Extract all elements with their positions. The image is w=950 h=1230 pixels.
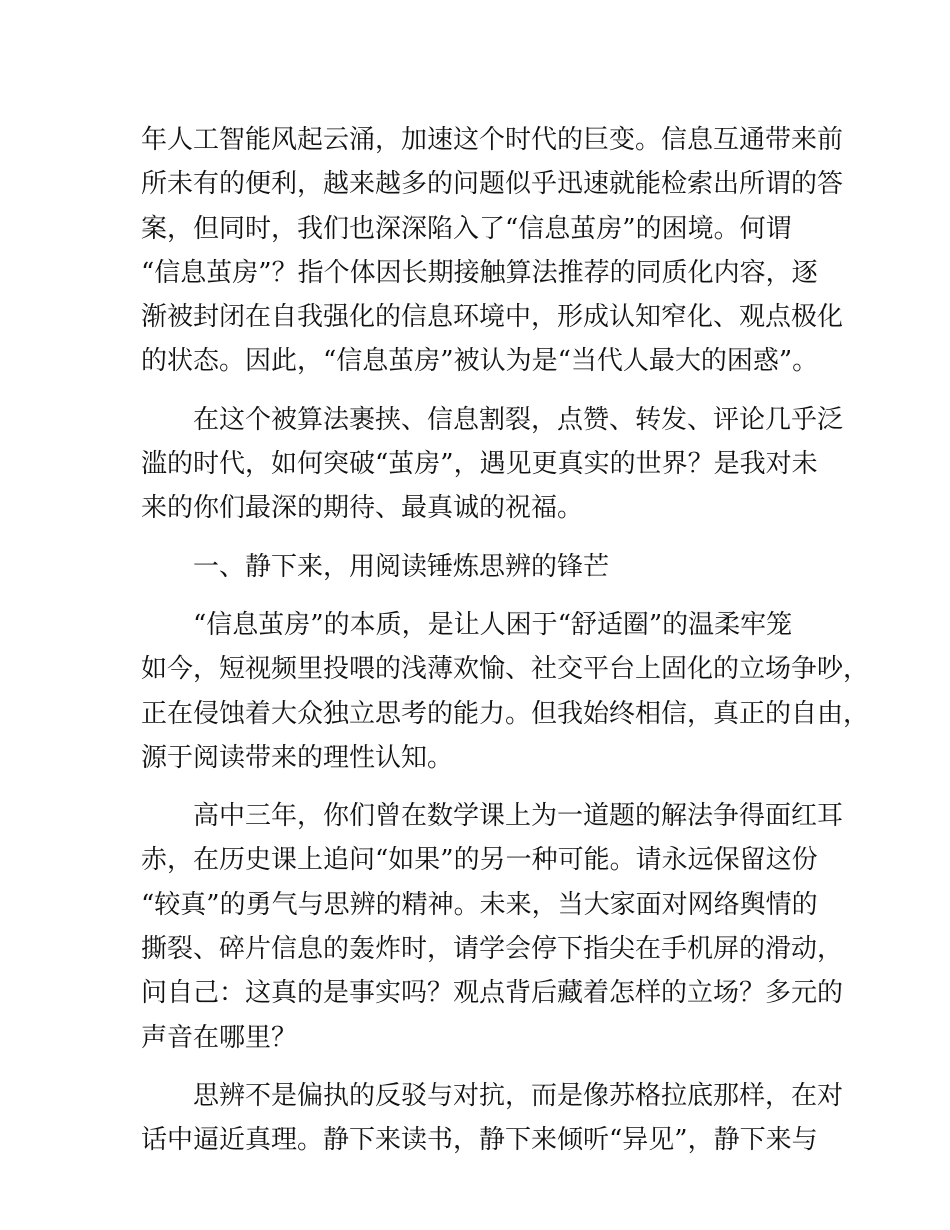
paragraph-gap <box>141 780 841 794</box>
paragraph-1 <box>141 118 844 384</box>
paragraph-3 <box>141 603 870 780</box>
paragraph-gap <box>141 589 841 603</box>
text-line: 高中三年，你们曾在数学课上为一道题的解法争得面红耳 <box>141 801 844 832</box>
text-line: 来的你们最深的期待、最真诚的祝福。 <box>141 493 584 524</box>
text-line: 所未有的便利，越来越多的问题似乎迅速就能检索出所谓的答 <box>141 169 844 200</box>
text-line: 撕裂、碎片信息的轰炸时，请学会停下指尖在手机屏的滑动， <box>141 934 844 965</box>
text-line: 正在侵蚀着大众独立思考的能力。但我始终相信，真正的自由， <box>141 698 870 729</box>
text-line: 如今，短视频里投喂的浅薄欢愉、社交平台上固化的立场争吵， <box>141 654 870 685</box>
paragraph-2 <box>141 398 844 531</box>
text-line: 在这个被算法裹挟、信息割裂，点赞、转发、评论几乎泛 <box>141 404 844 435</box>
text-line: 话中逼近真理。静下来读书，静下来倾听“异见”，静下来与 <box>141 1125 818 1156</box>
text-line: 的状态。因此，“信息茧房”被认为是“当代人最大的困惑”。 <box>141 346 819 377</box>
text-line: 源于阅读带来的理性认知。 <box>141 742 454 773</box>
text-line: 思辨不是偏执的反驳与对抗，而是像苏格拉底那样，在对 <box>141 1080 844 1111</box>
text-line: 年人工智能风起云涌，加速这个时代的巨变。信息互通带来前 <box>141 125 844 155</box>
section-heading <box>141 545 841 589</box>
paragraph-4 <box>141 794 844 1060</box>
text-line: 赤，在历史课上追问“如果”的另一种可能。请永远保留这份 <box>141 845 818 876</box>
text-line: 问自己：这真的是事实吗？观点背后藏着怎样的立场？多元的 <box>141 978 844 1009</box>
text-line: “信息茧房”的本质，是让人困于“舒适圈”的温柔牢笼 <box>141 609 793 640</box>
text-line: 案，但同时，我们也深深陷入了“信息茧房”的困境。何谓 <box>141 213 792 244</box>
text-line: “较真”的勇气与思辨的精神。未来，当大家面对网络舆情的 <box>141 889 818 920</box>
paragraph-5 <box>141 1074 844 1163</box>
text-line: 滥的时代，如何突破“茧房”，遇见更真实的世界？是我对未 <box>141 449 818 480</box>
paragraph-gap <box>141 531 841 545</box>
paragraph-gap <box>141 1060 841 1074</box>
paragraph-gap <box>141 384 841 398</box>
body-text <box>141 118 870 1163</box>
text-line: “信息茧房”？指个体因长期接触算法推荐的同质化内容，逐 <box>141 257 818 288</box>
text-line: 声音在哪里？ <box>141 1022 298 1053</box>
heading-line: 一、静下来，用阅读锤炼思辨的锋芒 <box>141 551 610 582</box>
text-line: 渐被封闭在自我强化的信息环境中，形成认知窄化、观点极化 <box>141 302 844 333</box>
